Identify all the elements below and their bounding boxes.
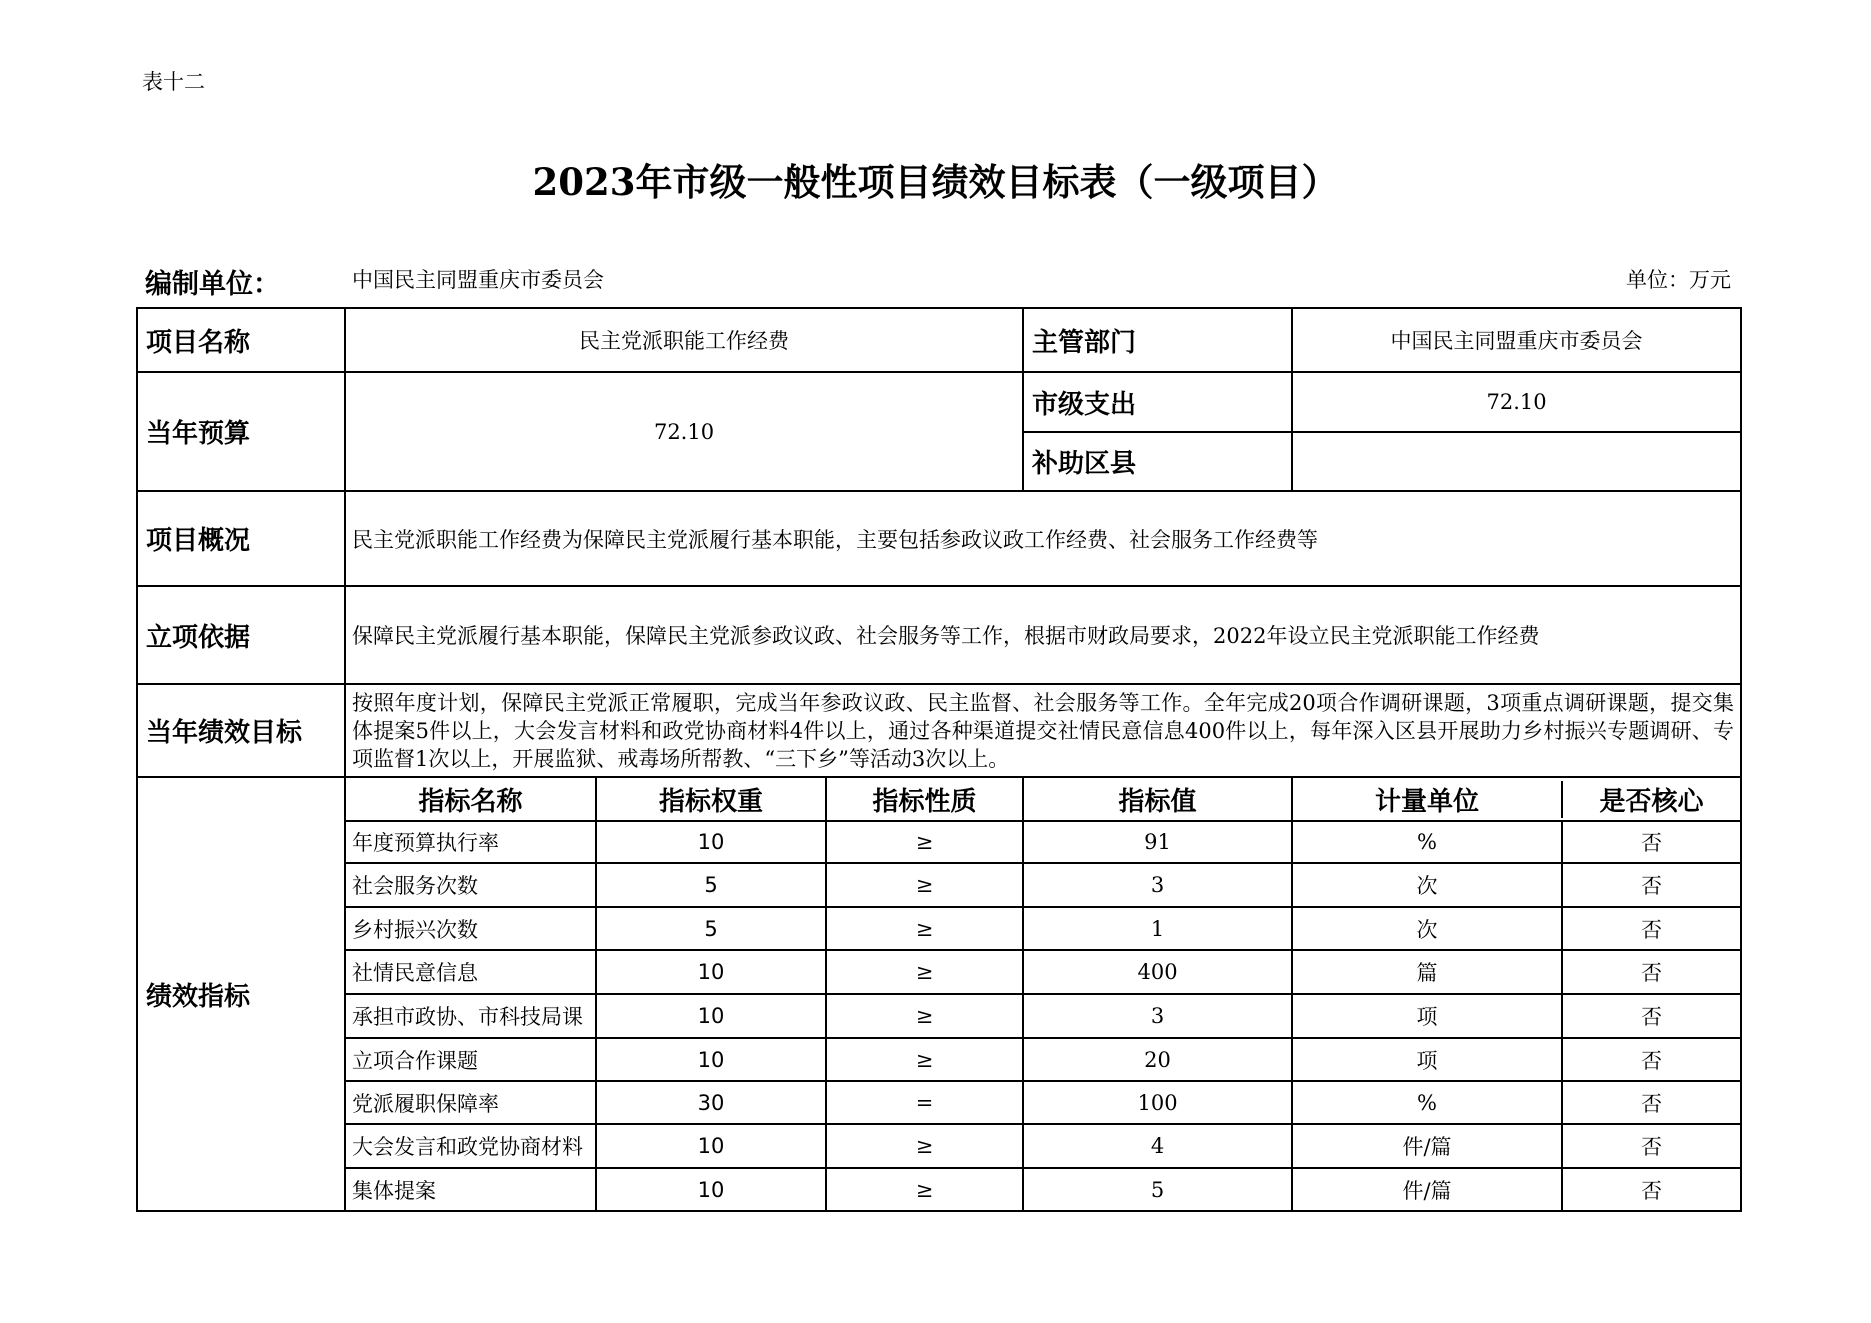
- indicator-weight: 10: [596, 994, 826, 1038]
- indicator-core: 否: [1641, 1178, 1663, 1203]
- indicator-unit-core: [1292, 994, 1741, 1038]
- indicator-value: 400: [1023, 950, 1292, 994]
- basis-value: 保障民主党派履行基本职能，保障民主党派参政议政、社会服务等工作，根据市财政局要求，2022年设立民主党派职能工作经费: [345, 586, 1741, 684]
- indicator-value: 3: [1023, 863, 1292, 907]
- org-value: 中国民主同盟重庆市委员会: [352, 268, 604, 292]
- indicators-label: 绩效指标: [137, 777, 345, 1211]
- indicator-weight: 5: [596, 863, 826, 907]
- indicator-weight: 5: [596, 907, 826, 950]
- table-row: [137, 994, 1741, 1038]
- indicator-weight: 10: [596, 950, 826, 994]
- indicator-unit: 次: [1293, 908, 1563, 949]
- indicator-core: 否: [1641, 917, 1663, 942]
- indicator-nature: ≥: [826, 907, 1023, 950]
- indicator-name: 乡村振兴次数: [345, 907, 596, 950]
- indicator-nature: ≥: [826, 950, 1023, 994]
- col-header-core: 是否核心: [1599, 786, 1704, 817]
- indicator-unit: 件/篇: [1293, 1125, 1563, 1167]
- indicator-unit: 篇: [1293, 951, 1563, 993]
- indicator-value: 1: [1023, 907, 1292, 950]
- indicator-value: 100: [1023, 1081, 1292, 1124]
- subsidy-label: 补助区县: [1023, 432, 1292, 491]
- indicator-unit: %: [1293, 822, 1563, 862]
- indicator-core: 否: [1641, 1135, 1663, 1159]
- project-name-label: 项目名称: [137, 308, 345, 372]
- indicator-unit-core: [1292, 1081, 1741, 1124]
- indicator-nature: =: [826, 1081, 1023, 1124]
- dept-value: 中国民主同盟重庆市委员会: [1292, 308, 1741, 372]
- table-row: [137, 821, 1741, 863]
- indicator-weight: 10: [596, 1038, 826, 1081]
- col-header-unit-core: [1292, 777, 1741, 821]
- indicator-name: 大会发言和政党协商材料: [345, 1124, 596, 1168]
- city-expenditure-label: 市级支出: [1023, 372, 1292, 432]
- subsidy-value: [1292, 432, 1741, 491]
- project-name-value: 民主党派职能工作经费: [345, 308, 1023, 372]
- overview-value: 民主党派职能工作经费为保障民主党派履行基本职能，主要包括参政议政工作经费、社会服务工作经费等: [345, 491, 1741, 586]
- unit-label: 单位：万元: [1626, 268, 1731, 292]
- budget-label: 当年预算: [137, 372, 345, 491]
- indicator-unit: 项: [1293, 995, 1563, 1037]
- indicator-weight: 30: [596, 1081, 826, 1124]
- indicator-core: 否: [1641, 1048, 1663, 1073]
- indicator-value: 5: [1023, 1168, 1292, 1211]
- indicator-nature: ≥: [826, 1168, 1023, 1211]
- table-row: [137, 1038, 1741, 1081]
- budget-value: 72.10: [345, 372, 1023, 491]
- indicator-name: 立项合作课题: [345, 1038, 596, 1081]
- indicator-unit-core: [1292, 950, 1741, 994]
- indicator-core: 否: [1641, 1091, 1663, 1116]
- indicator-unit-core: [1292, 1124, 1741, 1168]
- dept-label: 主管部门: [1023, 308, 1292, 372]
- indicator-value: 91: [1023, 821, 1292, 863]
- indicator-weight: 10: [596, 1168, 826, 1211]
- col-header-name: 指标名称: [345, 777, 596, 821]
- indicator-nature: ≥: [826, 1038, 1023, 1081]
- indicator-core: 否: [1641, 874, 1663, 898]
- indicator-value: 20: [1023, 1038, 1292, 1081]
- col-header-nature: 指标性质: [826, 777, 1023, 821]
- indicator-core: 否: [1641, 961, 1663, 985]
- indicator-name: 社会服务次数: [345, 863, 596, 907]
- indicator-nature: ≥: [826, 863, 1023, 907]
- indicator-nature: ≥: [826, 1124, 1023, 1168]
- indicator-unit: %: [1293, 1082, 1563, 1123]
- col-header-unit: 计量单位: [1293, 781, 1563, 818]
- city-expenditure-value: 72.10: [1292, 372, 1741, 432]
- overview-label: 项目概况: [137, 491, 345, 586]
- org-label: 编制单位：: [145, 269, 280, 300]
- indicator-weight: 10: [596, 1124, 826, 1168]
- page-title: 2023年市级一般性项目绩效目标表（一级项目）: [532, 160, 1339, 204]
- indicator-name: 集体提案: [345, 1168, 596, 1211]
- indicator-nature: ≥: [826, 994, 1023, 1038]
- col-header-weight: 指标权重: [596, 777, 826, 821]
- goal-label: 当年绩效目标: [137, 684, 345, 777]
- indicator-unit: 项: [1293, 1039, 1563, 1080]
- table-row: [137, 1081, 1741, 1124]
- goal-value: 按照年度计划，保障民主党派正常履职，完成当年参政议政、民主监督、社会服务等工作。全年完成20项合作调研课题，3项重点调研课题，提交集体提案5件以上，大会发言材料和政党协商材料4件以上，通过各种渠道提交社情民意信息400件以上，每年深入区县开展助力乡村振兴专题调研、专项监督1次以上，开展监狱、戒毒场所帮教、“三下乡”等活动3次以上。: [345, 684, 1741, 777]
- indicator-unit-core: [1292, 863, 1741, 907]
- indicator-value: 3: [1023, 994, 1292, 1038]
- table-row: [137, 1168, 1741, 1211]
- indicator-unit: 次: [1293, 864, 1563, 906]
- table-row: [137, 1124, 1741, 1168]
- indicator-weight: 10: [596, 821, 826, 863]
- indicator-value: 4: [1023, 1124, 1292, 1168]
- indicator-unit-core: [1292, 1038, 1741, 1081]
- table-row: [137, 950, 1741, 994]
- indicator-unit-core: [1292, 1168, 1741, 1211]
- table-number-label: 表十二: [142, 70, 205, 94]
- indicator-name: 年度预算执行率: [345, 821, 596, 863]
- indicator-unit: 件/篇: [1293, 1169, 1563, 1210]
- indicator-name: 党派履职保障率: [345, 1081, 596, 1124]
- indicator-core: 否: [1641, 1005, 1663, 1029]
- col-header-value: 指标值: [1023, 777, 1292, 821]
- performance-table: [136, 307, 1742, 1212]
- table-row: [137, 863, 1741, 907]
- basis-label: 立项依据: [137, 586, 345, 684]
- indicator-core: 否: [1641, 831, 1663, 855]
- indicator-unit-core: [1292, 907, 1741, 950]
- table-row: [137, 907, 1741, 950]
- indicator-name: 承担市政协、市科技局课: [345, 994, 596, 1038]
- indicator-unit-core: [1292, 821, 1741, 863]
- indicator-name: 社情民意信息: [345, 950, 596, 994]
- indicator-nature: ≥: [826, 821, 1023, 863]
